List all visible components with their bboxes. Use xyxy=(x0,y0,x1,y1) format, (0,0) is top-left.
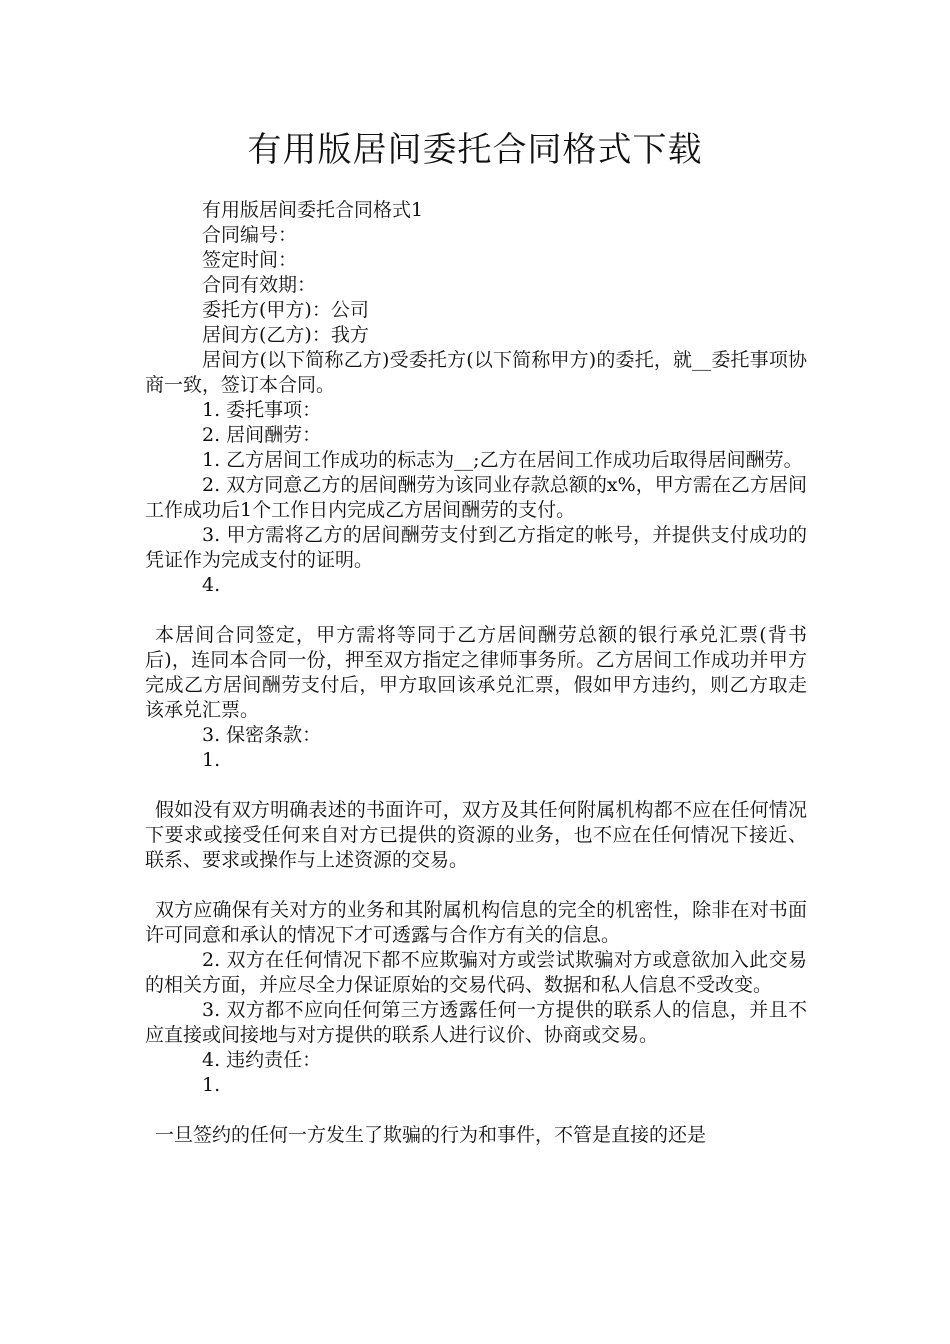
clause-heading: 4. 违约责任： xyxy=(202,1049,322,1071)
clause-paragraph: 假如没有双方明确表述的书面许可，双方及其任何附属机构都不应在任何情况下要求或接受任何来自对方已提供的资源的业务，也不应在任何情况下接近、联系、要求或操作与上述资源的交易。 xyxy=(145,799,807,871)
clause-paragraph: 3. 双方都不应向任何第三方透露任何一方提供的联系人的信息，并且不应直接或间接地与对方提供的联系人进行议价、协商或交易。 xyxy=(145,999,807,1046)
clause-number: 4. xyxy=(202,574,221,596)
clause-paragraph: 本居间合同签定，甲方需将等同于乙方居间酬劳总额的银行承兑汇票(背书后)，连同本合同一份，押至双方指定之律师事务所。乙方居间工作成功并甲方完成乙方居间酬劳支付后，甲方取回该承兑汇票，假如甲方违约，则乙方取走该承兑汇票。 xyxy=(145,624,807,721)
clause-paragraph: 3. 甲方需将乙方的居间酬劳支付到乙方指定的帐号，并提供支付成功的凭证作为完成支付的证明。 xyxy=(145,524,807,571)
party-b-field: 居间方(乙方)：我方 xyxy=(202,324,369,346)
clause-paragraph: 1. 乙方居间工作成功的标志为__;乙方在居间工作成功后取得居间酬劳。 xyxy=(202,449,803,471)
signing-date-field: 签定时间： xyxy=(202,249,298,271)
clause-paragraph: 一旦签约的任何一方发生了欺骗的行为和事件，不管是直接的还是 xyxy=(155,1124,707,1146)
clause-heading: 3. 保密条款： xyxy=(202,724,322,746)
clause-paragraph: 2. 双方在任何情况下都不应欺骗对方或尝试欺骗对方或意欲加入此交易的相关方面，并应尽全力保证原始的交易代码、数据和私人信息不受改变。 xyxy=(145,949,807,996)
document-title: 有用版居间委托合同格式下载 xyxy=(247,130,703,170)
preamble-paragraph: 居间方(以下简称乙方)受委托方(以下简称甲方)的委托，就__委托事项协商一致，签订本合同。 xyxy=(145,349,807,396)
validity-period-field: 合同有效期： xyxy=(202,274,317,296)
party-a-field: 委托方(甲方)：公司 xyxy=(202,299,369,321)
clause-heading: 1. 委托事项： xyxy=(202,399,322,421)
contract-number-field: 合同编号： xyxy=(202,224,298,246)
clause-paragraph: 双方应确保有关对方的业务和其附属机构信息的完全的机密性，除非在对书面许可同意和承认的情况下才可透露与合作方有关的信息。 xyxy=(145,899,807,946)
section-heading: 有用版居间委托合同格式1 xyxy=(202,199,424,221)
clause-heading: 2. 居间酬劳： xyxy=(202,424,322,446)
document-body xyxy=(145,198,807,1148)
clause-number: 1. xyxy=(202,749,221,771)
clause-number: 1. xyxy=(202,1074,221,1096)
clause-paragraph: 2. 双方同意乙方的居间酬劳为该同业存款总额的x%，甲方需在乙方居间工作成功后1个工作日内完成乙方居间酬劳的支付。 xyxy=(145,474,807,521)
